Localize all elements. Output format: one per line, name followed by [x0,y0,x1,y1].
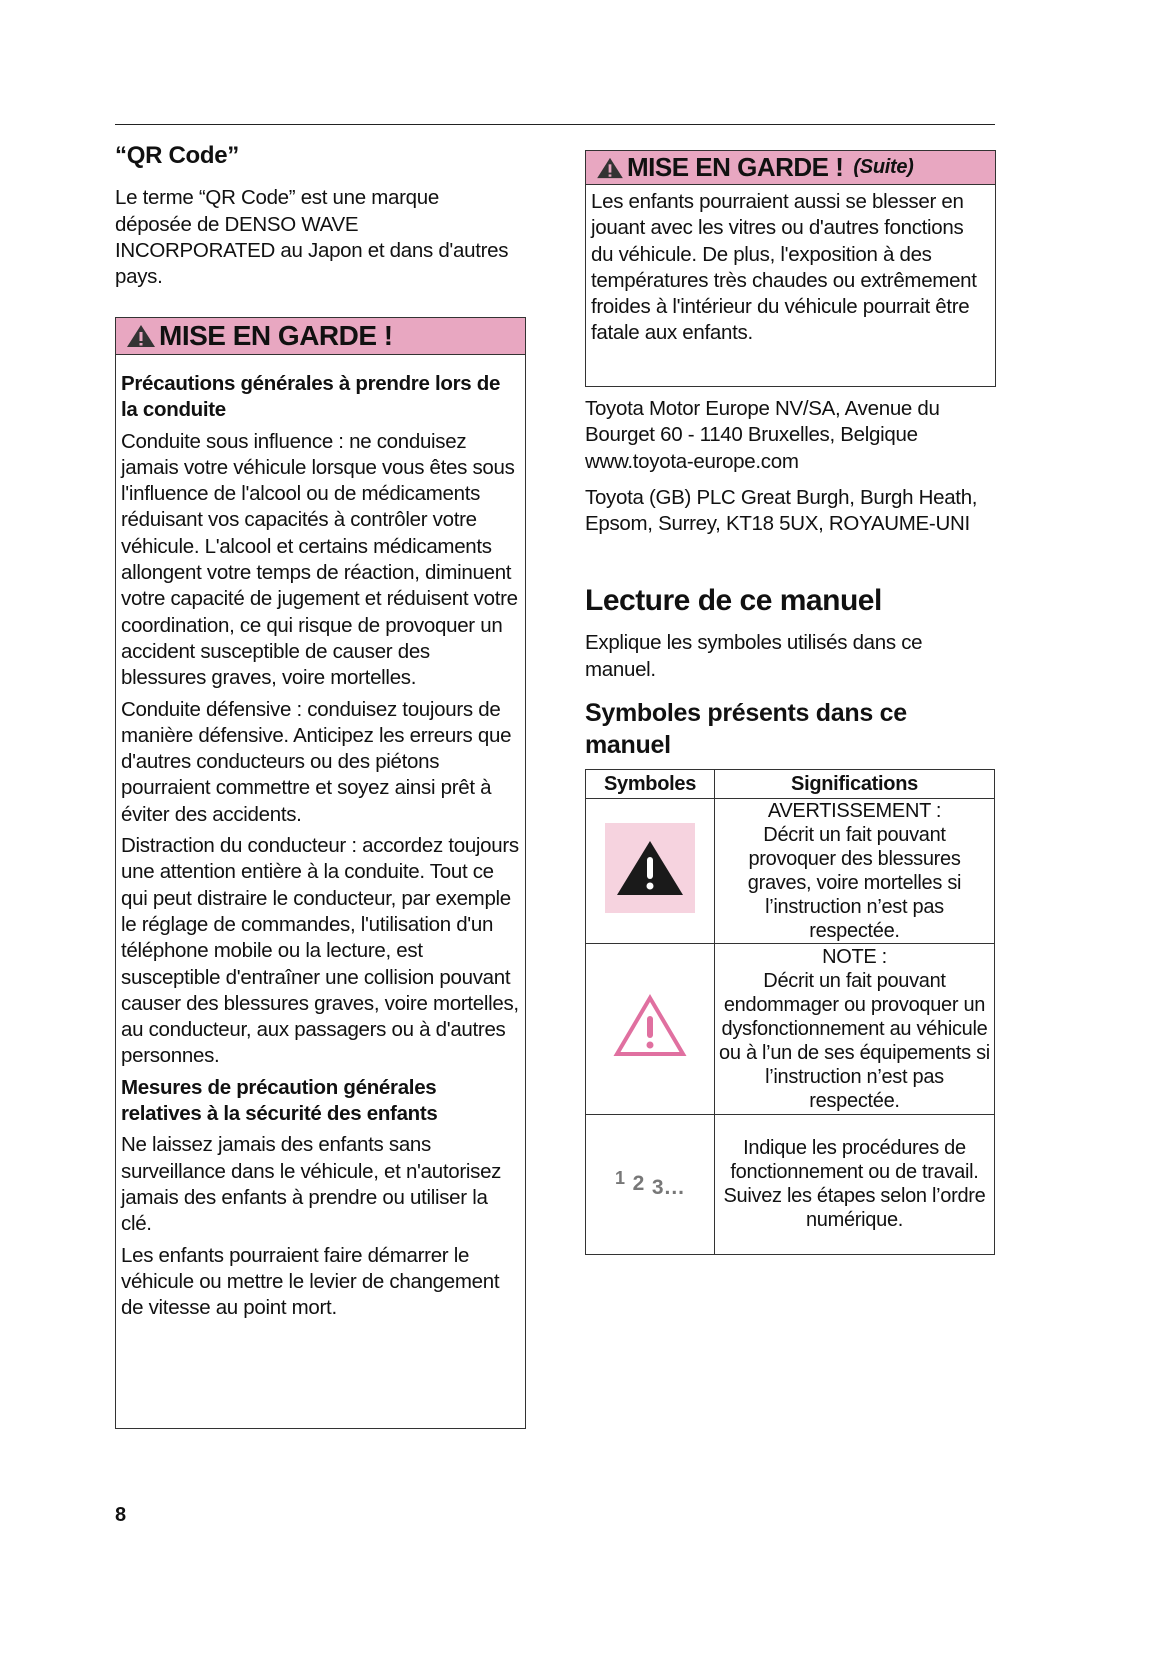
address-gb: Toyota (GB) PLC Great Burgh, Burgh Heath, Epsom, Surrey, KT18 5UX, ROYAUME-UNI [585,485,978,536]
warning-suite: (Suite) [853,156,914,179]
symbols-table [585,769,995,1255]
top-rule [115,124,995,125]
address-europe: Toyota Motor Europe NV/SA, Avenue du Bourget 60 - 1140 Bruxelles, Belgique www.toyota-europe.com [585,397,940,473]
warning-title: MISE EN GARDE ! [627,152,844,183]
row-title: AVERTISSEMENT : [767,799,942,822]
table-row [586,943,995,1114]
table-header: Significations [715,769,995,798]
steps-icon: 1 2 3... [586,1114,715,1254]
qr-title: “QR Code” [115,142,239,169]
warning-paragraph: Conduite sous influence : ne conduisez jamais votre véhicule lorsque vous êtes sous l'influence de l'alcool ou de médicaments réduisant vos capacités à contrôler votre véhicule. L'alcool et certains médicaments allongent votre temps de réaction, diminuent votre capacité de jugement et réduisent votre coordination, ce qui risque de provoquer un accident susceptible de causer des blessures graves, voire mortelles. [121,429,518,690]
row-title: NOTE : [822,945,887,968]
table-row [586,1114,995,1254]
warning-paragraph: Les enfants pourraient aussi se blesser en jouant avec les vitres ou d'autres fonctions du véhicule. De plus, l'exposition à des températures très chaudes ou extrêmement froides à l'intérieur du véhicule pourrait être fatale aux enfants. [591,190,977,345]
row-text: Décrit un fait pouvant endommager ou provoquer un dysfonctionnement au véhicule ou à l’un de ses équipements si l’instruction n’est pas respectée. [719,969,990,1112]
warning-triangle-black-icon [605,823,695,913]
warning-title: MISE EN GARDE ! [159,319,393,351]
warning-body [586,185,995,356]
warning-paragraph: Conduite défensive : conduisez toujours de manière défensive. Anticipez les erreurs que d'autres conducteurs ou des piétons pourraient commettre et soyez ainsi prêt à éviter des accidents. [121,697,512,826]
warning-header [116,318,525,355]
table-row [586,798,995,943]
page-number: 8 [115,1504,126,1526]
warning-triangle-pink-icon [613,994,687,1058]
warning-paragraph: Les enfants pourraient faire démarrer le véhicule ou mettre le levier de changement de vitesse au point mort. [121,1243,500,1320]
warning-box-continued [585,150,996,387]
warning-heading: Précautions générales à prendre lors de la conduite [121,372,501,422]
row-text: Décrit un fait pouvant provoquer des blessures graves, voire mortelles si l’instruction n’est pas respectée. [747,823,962,942]
reading-section [585,584,995,1255]
warning-body [116,355,525,1330]
qr-text: Le terme “QR Code” est une marque déposée de DENSO WAVE INCORPORATED au Japon et dans d'autres pays. [115,186,509,289]
row-text: Indique les procédures de fonctionnement ou de travail. Suivez les étapes selon l’ordre numérique. [723,1137,986,1232]
table-header: Symboles [586,769,715,798]
warning-icon [596,157,624,179]
qr-section [115,143,515,295]
warning-paragraph: Ne laissez jamais des enfants sans surveillance dans le véhicule, et n'autorisez jamais des enfants à prendre ou utiliser la clé. [121,1133,502,1236]
warning-icon [126,324,156,348]
warning-header [586,151,995,185]
section-title: Lecture de ce manuel [585,584,882,617]
addresses [585,396,985,542]
warning-box [115,317,526,1429]
warning-heading: Mesures de précaution générales relatives à la sécurité des enfants [121,1075,438,1126]
section-subtitle: Symboles présents dans ce manuel [585,698,907,759]
section-intro: Explique les symboles utilisés dans ce manuel. [585,631,923,681]
warning-paragraph: Distraction du conducteur : accordez toujours une attention entière à la conduite. Tout ce qui peut distraire le conducteur, par exemple le réglage de commandes, l'utilisation d'un téléphone mobile ou la lecture, est susceptible d'entraîner une collision pouvant causer des blessures graves, voire mortelles, au conducteur, aux passagers ou à d'autres personnes. [121,834,519,1068]
